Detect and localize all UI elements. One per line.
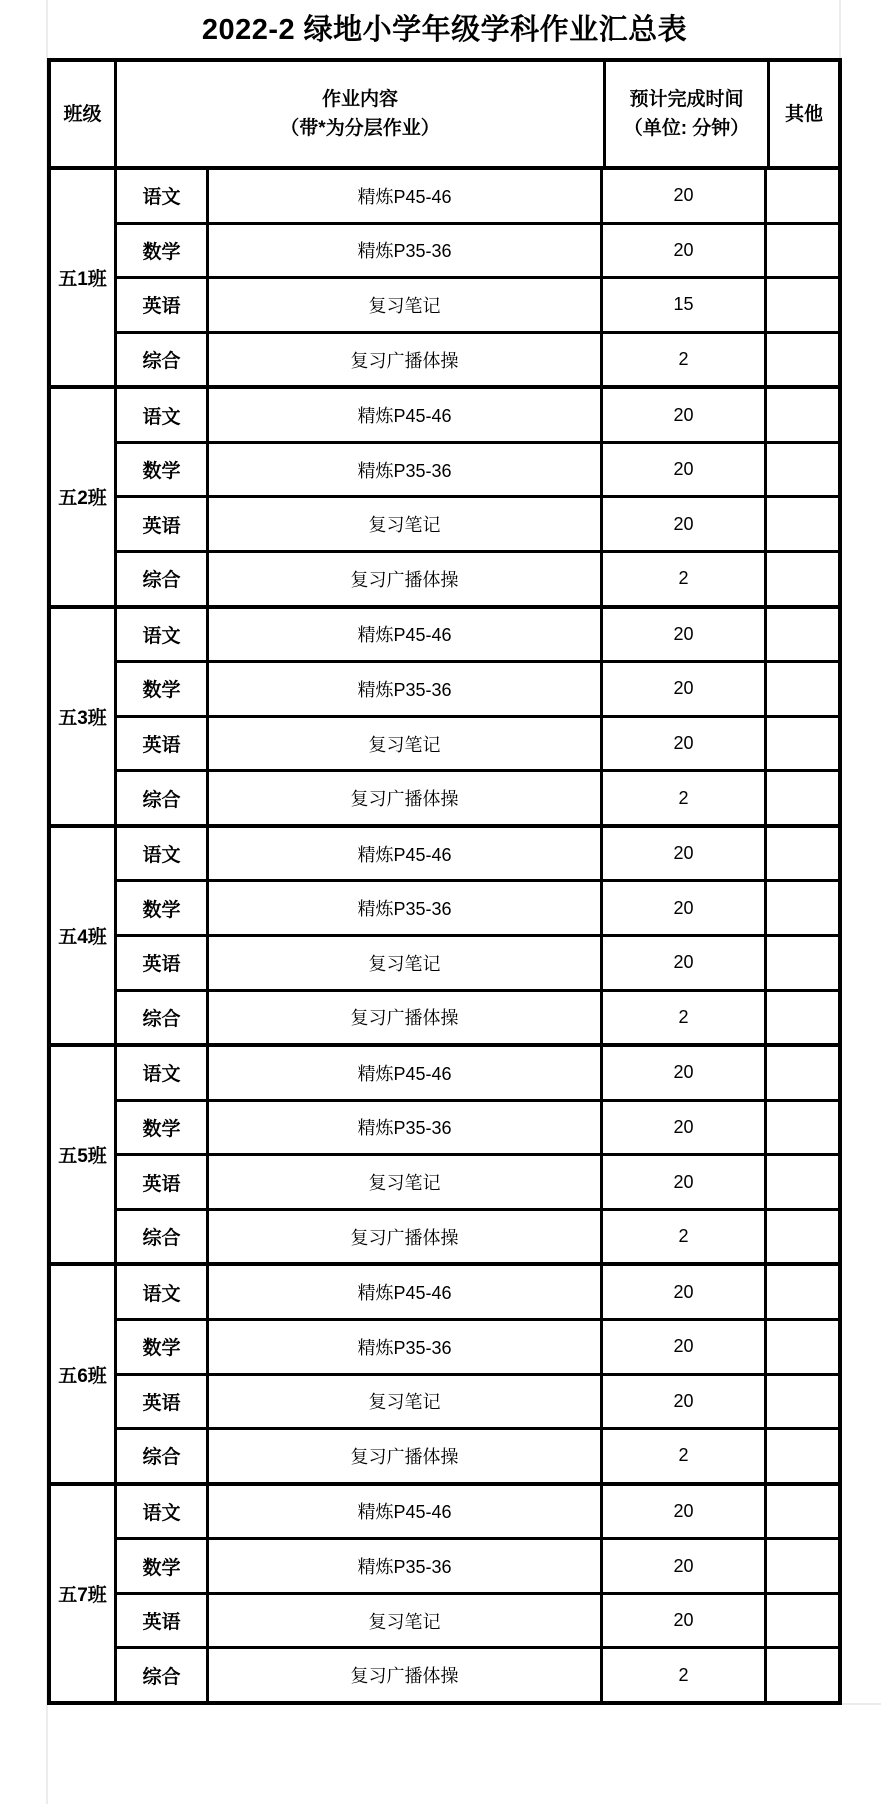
homework-content-cell bbox=[209, 772, 603, 824]
subject-label: 英语 bbox=[142, 735, 181, 756]
homework-content-cell bbox=[209, 334, 603, 386]
subject-label: 数学 bbox=[142, 241, 181, 263]
homework-content-text: 复习笔记 bbox=[368, 515, 441, 536]
subject-cell bbox=[117, 828, 209, 880]
subject-cell bbox=[117, 444, 209, 496]
time-cell bbox=[603, 553, 767, 605]
homework-content-text: 复习笔记 bbox=[368, 1173, 441, 1194]
time-value: 20 bbox=[673, 897, 694, 918]
header-other bbox=[770, 62, 838, 166]
subject-label: 综合 bbox=[142, 1008, 181, 1030]
table-row bbox=[117, 1486, 838, 1538]
other-cell bbox=[767, 1430, 838, 1482]
header-content-line2: （带*为分层作业） bbox=[280, 118, 440, 139]
table-row bbox=[117, 989, 838, 1044]
time-value: 20 bbox=[673, 513, 694, 534]
class-label: 五6班 bbox=[58, 1365, 107, 1387]
time-value: 20 bbox=[673, 733, 694, 753]
other-cell bbox=[767, 389, 838, 441]
header-class bbox=[51, 62, 117, 166]
time-value: 20 bbox=[673, 623, 694, 644]
time-cell bbox=[603, 225, 767, 277]
subject-label: 数学 bbox=[142, 1118, 181, 1140]
subject-cell bbox=[117, 553, 209, 605]
homework-content-text: 复习广播体操 bbox=[350, 1008, 459, 1029]
class-group bbox=[51, 1262, 838, 1481]
other-cell bbox=[767, 1649, 838, 1701]
time-cell bbox=[603, 389, 767, 441]
homework-content-cell bbox=[209, 553, 603, 605]
other-cell bbox=[767, 937, 838, 989]
subject-cell bbox=[117, 663, 209, 715]
time-cell bbox=[603, 1376, 767, 1428]
subject-cell bbox=[117, 170, 209, 222]
homework-content-cell bbox=[209, 663, 603, 715]
subject-label: 英语 bbox=[142, 954, 181, 976]
time-value: 20 bbox=[673, 1116, 694, 1137]
subject-label: 综合 bbox=[142, 1666, 181, 1688]
time-value: 20 bbox=[673, 1610, 694, 1631]
other-cell bbox=[767, 663, 838, 715]
group-rows bbox=[117, 1486, 838, 1701]
table-row bbox=[117, 879, 838, 934]
class-label: 五7班 bbox=[58, 1584, 107, 1606]
homework-content-text: 复习笔记 bbox=[368, 295, 441, 316]
time-value: 20 bbox=[673, 1555, 694, 1576]
table-row bbox=[117, 331, 838, 386]
homework-content-cell bbox=[209, 170, 603, 222]
time-cell bbox=[603, 1211, 767, 1263]
table-row bbox=[117, 170, 838, 222]
homework-content-text: 复习广播体操 bbox=[350, 569, 459, 590]
homework-content-text: 精炼P35-36 bbox=[357, 241, 452, 262]
time-cell bbox=[603, 1156, 767, 1208]
subject-cell bbox=[117, 609, 209, 661]
subject-cell bbox=[117, 772, 209, 824]
time-cell bbox=[603, 663, 767, 715]
other-cell bbox=[767, 1047, 838, 1099]
subject-label: 语文 bbox=[142, 1064, 181, 1086]
group-rows bbox=[117, 1047, 838, 1262]
time-value: 2 bbox=[678, 568, 689, 589]
table-row bbox=[117, 1208, 838, 1263]
group-rows bbox=[117, 1266, 838, 1481]
class-cell bbox=[51, 828, 117, 1043]
homework-content-cell bbox=[209, 828, 603, 880]
time-value: 20 bbox=[673, 678, 694, 699]
homework-content-text: 精炼P45-46 bbox=[357, 844, 452, 865]
subject-cell bbox=[117, 1595, 209, 1647]
header-time bbox=[606, 62, 770, 166]
other-cell bbox=[767, 498, 838, 550]
table-row bbox=[117, 441, 838, 496]
table-row bbox=[117, 495, 838, 550]
header-content bbox=[117, 62, 606, 166]
time-cell bbox=[603, 1649, 767, 1701]
homework-content-text: 精炼P35-36 bbox=[357, 1118, 452, 1139]
homework-content-text: 复习笔记 bbox=[368, 1392, 441, 1413]
time-value: 2 bbox=[678, 349, 689, 370]
subject-label: 数学 bbox=[142, 680, 181, 702]
time-value: 20 bbox=[673, 843, 694, 864]
subject-label: 数学 bbox=[142, 1557, 181, 1579]
homework-content-text: 精炼P45-46 bbox=[357, 1502, 452, 1523]
homework-content-text: 精炼P35-36 bbox=[357, 1337, 452, 1358]
subject-cell bbox=[117, 498, 209, 550]
table-row bbox=[117, 609, 838, 661]
table-row bbox=[117, 1318, 838, 1373]
subject-cell bbox=[117, 1649, 209, 1701]
page-title: 2022-2 绿地小学年级学科作业汇总表 bbox=[201, 14, 688, 46]
homework-content-cell bbox=[209, 1376, 603, 1428]
class-group bbox=[51, 1043, 838, 1262]
other-cell bbox=[767, 170, 838, 222]
subject-label: 语文 bbox=[142, 406, 181, 428]
homework-content-text: 复习广播体操 bbox=[350, 1446, 459, 1467]
class-cell bbox=[51, 1047, 117, 1262]
table-row bbox=[117, 715, 838, 770]
homework-content-cell bbox=[209, 882, 603, 934]
time-cell bbox=[603, 1102, 767, 1154]
class-label: 五2班 bbox=[58, 488, 107, 510]
subject-cell bbox=[117, 1266, 209, 1318]
time-cell bbox=[603, 334, 767, 386]
homework-content-cell bbox=[209, 718, 603, 770]
other-cell bbox=[767, 772, 838, 824]
time-cell bbox=[603, 1540, 767, 1592]
other-cell bbox=[767, 1102, 838, 1154]
time-cell bbox=[603, 937, 767, 989]
class-label: 五5班 bbox=[58, 1146, 107, 1168]
time-value: 20 bbox=[673, 952, 694, 973]
time-cell bbox=[603, 1047, 767, 1099]
subject-cell bbox=[117, 279, 209, 331]
homework-content-cell bbox=[209, 1047, 603, 1099]
other-cell bbox=[767, 279, 838, 331]
table-row bbox=[117, 1537, 838, 1592]
time-value: 20 bbox=[673, 1171, 694, 1192]
table-row bbox=[117, 222, 838, 277]
class-label: 五1班 bbox=[58, 269, 107, 291]
homework-content-text: 复习广播体操 bbox=[350, 789, 459, 810]
homework-content-cell bbox=[209, 1211, 603, 1263]
time-cell bbox=[603, 1486, 767, 1538]
homework-content-text: 精炼P45-46 bbox=[357, 406, 452, 427]
subject-label: 语文 bbox=[142, 187, 181, 209]
subject-label: 综合 bbox=[142, 1228, 181, 1250]
time-cell bbox=[603, 1321, 767, 1373]
subject-cell bbox=[117, 1156, 209, 1208]
other-cell bbox=[767, 609, 838, 661]
subject-label: 数学 bbox=[142, 461, 181, 483]
subject-cell bbox=[117, 1486, 209, 1538]
other-cell bbox=[767, 1156, 838, 1208]
subject-label: 数学 bbox=[142, 899, 181, 921]
homework-content-cell bbox=[209, 937, 603, 989]
table-header-row bbox=[51, 62, 838, 170]
subject-cell bbox=[117, 334, 209, 386]
subject-label: 语文 bbox=[142, 1283, 181, 1305]
homework-content-text: 精炼P45-46 bbox=[357, 625, 452, 646]
time-value: 15 bbox=[673, 294, 694, 315]
homework-content-text: 复习广播体操 bbox=[350, 1227, 459, 1248]
homework-content-cell bbox=[209, 1540, 603, 1592]
class-cell bbox=[51, 170, 117, 385]
subject-label: 数学 bbox=[142, 1338, 181, 1360]
homework-content-text: 精炼P35-36 bbox=[357, 899, 452, 920]
table-row bbox=[117, 1099, 838, 1154]
class-cell bbox=[51, 1266, 117, 1481]
time-cell bbox=[603, 1430, 767, 1482]
subject-cell bbox=[117, 1430, 209, 1482]
other-cell bbox=[767, 1595, 838, 1647]
other-cell bbox=[767, 1321, 838, 1373]
homework-content-cell bbox=[209, 609, 603, 661]
group-rows bbox=[117, 828, 838, 1043]
class-label: 五4班 bbox=[58, 926, 107, 948]
class-group bbox=[51, 385, 838, 604]
table-row bbox=[117, 276, 838, 331]
subject-cell bbox=[117, 225, 209, 277]
subject-label: 英语 bbox=[142, 1612, 181, 1634]
homework-summary-table bbox=[47, 58, 842, 1705]
time-cell bbox=[603, 1266, 767, 1318]
homework-content-cell bbox=[209, 1156, 603, 1208]
time-value: 20 bbox=[673, 1390, 694, 1411]
subject-cell bbox=[117, 992, 209, 1044]
homework-content-text: 复习笔记 bbox=[368, 1611, 441, 1632]
homework-content-text: 复习笔记 bbox=[368, 734, 441, 755]
class-group bbox=[51, 1482, 838, 1701]
time-cell bbox=[603, 992, 767, 1044]
table-row bbox=[117, 1373, 838, 1428]
subject-cell bbox=[117, 1321, 209, 1373]
subject-label: 英语 bbox=[142, 515, 181, 537]
time-value: 20 bbox=[673, 459, 694, 480]
other-cell bbox=[767, 444, 838, 496]
table-row bbox=[117, 550, 838, 605]
class-cell bbox=[51, 609, 117, 824]
homework-content-cell bbox=[209, 992, 603, 1044]
table-row bbox=[117, 1047, 838, 1099]
class-group bbox=[51, 170, 838, 385]
homework-content-cell bbox=[209, 498, 603, 550]
time-value: 2 bbox=[678, 1226, 689, 1247]
time-cell bbox=[603, 444, 767, 496]
class-label: 五3班 bbox=[58, 707, 107, 729]
homework-content-text: 精炼P35-36 bbox=[357, 1557, 452, 1578]
other-cell bbox=[767, 828, 838, 880]
time-cell bbox=[603, 882, 767, 934]
table-row bbox=[117, 769, 838, 824]
homework-content-cell bbox=[209, 279, 603, 331]
subject-label: 综合 bbox=[142, 351, 181, 373]
header-class-label: 班级 bbox=[63, 103, 102, 125]
homework-content-cell bbox=[209, 1486, 603, 1538]
time-cell bbox=[603, 718, 767, 770]
time-cell bbox=[603, 279, 767, 331]
homework-content-text: 精炼P45-46 bbox=[357, 1283, 452, 1304]
other-cell bbox=[767, 882, 838, 934]
other-cell bbox=[767, 1211, 838, 1263]
time-cell bbox=[603, 609, 767, 661]
subject-label: 语文 bbox=[142, 1502, 181, 1524]
homework-content-text: 复习广播体操 bbox=[350, 350, 459, 371]
other-cell bbox=[767, 992, 838, 1044]
subject-label: 综合 bbox=[142, 789, 181, 811]
other-cell bbox=[767, 334, 838, 386]
time-cell bbox=[603, 498, 767, 550]
homework-content-cell bbox=[209, 1595, 603, 1647]
homework-content-cell bbox=[209, 225, 603, 277]
table-row bbox=[117, 1266, 838, 1318]
homework-content-cell bbox=[209, 1649, 603, 1701]
other-cell bbox=[767, 1376, 838, 1428]
other-cell bbox=[767, 225, 838, 277]
subject-cell bbox=[117, 937, 209, 989]
header-time-line1: 预计完成时间 bbox=[629, 89, 744, 110]
homework-content-text: 精炼P35-36 bbox=[357, 460, 452, 481]
subject-label: 语文 bbox=[142, 845, 181, 867]
class-cell bbox=[51, 389, 117, 604]
subject-cell bbox=[117, 1211, 209, 1263]
subject-label: 英语 bbox=[142, 296, 181, 318]
table-row bbox=[117, 1427, 838, 1482]
class-group bbox=[51, 605, 838, 824]
group-rows bbox=[117, 170, 838, 385]
time-value: 20 bbox=[673, 404, 694, 425]
subject-cell bbox=[117, 1047, 209, 1099]
group-rows bbox=[117, 389, 838, 604]
time-value: 20 bbox=[673, 1336, 694, 1357]
subject-label: 英语 bbox=[142, 1173, 181, 1195]
subject-cell bbox=[117, 1540, 209, 1592]
table-body bbox=[51, 170, 838, 1701]
table-row bbox=[117, 828, 838, 880]
table-row bbox=[117, 934, 838, 989]
class-cell bbox=[51, 1486, 117, 1701]
time-value: 20 bbox=[673, 1281, 694, 1302]
subject-cell bbox=[117, 1376, 209, 1428]
table-row bbox=[117, 1153, 838, 1208]
time-value: 20 bbox=[673, 239, 694, 260]
header-content-line1: 作业内容 bbox=[321, 89, 398, 110]
subject-cell bbox=[117, 389, 209, 441]
time-value: 20 bbox=[673, 185, 694, 206]
subject-cell bbox=[117, 1102, 209, 1154]
homework-content-cell bbox=[209, 1266, 603, 1318]
other-cell bbox=[767, 1540, 838, 1592]
time-cell bbox=[603, 772, 767, 824]
header-other-label: 其他 bbox=[784, 103, 823, 125]
class-group bbox=[51, 824, 838, 1043]
time-cell bbox=[603, 170, 767, 222]
subject-label: 语文 bbox=[142, 625, 181, 647]
table-row bbox=[117, 1646, 838, 1701]
homework-content-text: 复习笔记 bbox=[368, 953, 441, 974]
table-row bbox=[117, 660, 838, 715]
time-cell bbox=[603, 1595, 767, 1647]
homework-content-cell bbox=[209, 1102, 603, 1154]
time-value: 20 bbox=[673, 1500, 694, 1521]
homework-content-cell bbox=[209, 1430, 603, 1482]
time-value: 20 bbox=[673, 1062, 694, 1083]
homework-content-cell bbox=[209, 444, 603, 496]
header-time-line2: （单位: 分钟） bbox=[623, 118, 750, 139]
subject-cell bbox=[117, 718, 209, 770]
homework-content-text: 精炼P45-46 bbox=[357, 1063, 452, 1084]
time-value: 2 bbox=[678, 1445, 689, 1466]
subject-label: 综合 bbox=[142, 1447, 181, 1469]
subject-label: 综合 bbox=[142, 570, 181, 592]
other-cell bbox=[767, 718, 838, 770]
other-cell bbox=[767, 1486, 838, 1538]
homework-content-cell bbox=[209, 389, 603, 441]
table-row bbox=[117, 389, 838, 441]
subject-label: 英语 bbox=[142, 1392, 181, 1414]
group-rows bbox=[117, 609, 838, 824]
time-cell bbox=[603, 828, 767, 880]
table-row bbox=[117, 1592, 838, 1647]
subject-cell bbox=[117, 882, 209, 934]
homework-content-text: 精炼P45-46 bbox=[357, 186, 452, 207]
time-value: 2 bbox=[678, 1006, 689, 1027]
homework-content-text: 精炼P35-36 bbox=[357, 679, 452, 700]
faint-gridline-bottom bbox=[842, 1703, 881, 1705]
other-cell bbox=[767, 553, 838, 605]
time-value: 2 bbox=[678, 787, 689, 808]
homework-content-cell bbox=[209, 1321, 603, 1373]
other-cell bbox=[767, 1266, 838, 1318]
time-value: 2 bbox=[678, 1664, 689, 1685]
homework-content-text: 复习广播体操 bbox=[350, 1666, 459, 1687]
